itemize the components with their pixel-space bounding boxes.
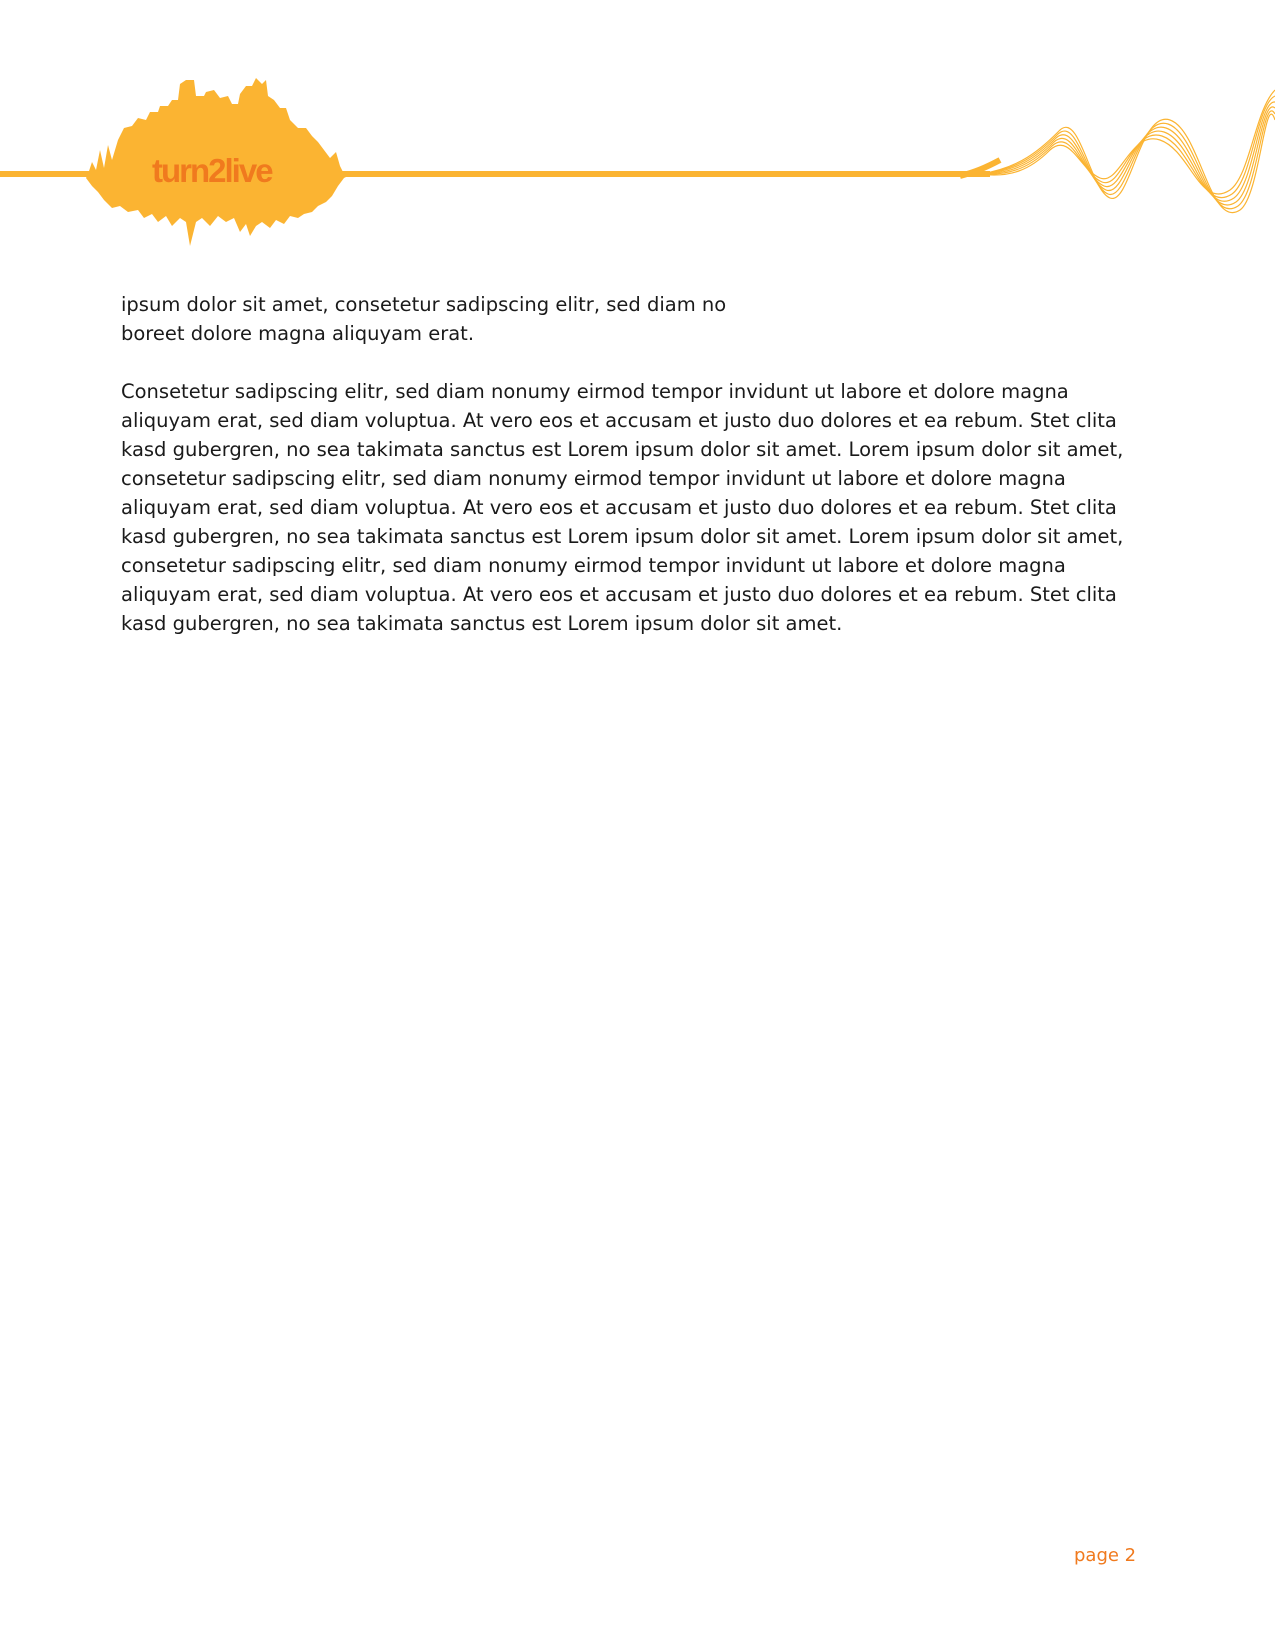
wave-ribbon [980, 90, 1275, 213]
brand-logo-text: turn2live [152, 152, 272, 189]
paragraph-1-line-2: boreet dolore magna aliquyam erat. [121, 322, 475, 345]
page-number: page 2 [1074, 1545, 1137, 1566]
letterhead-header [0, 0, 1275, 260]
letter-body [121, 290, 1131, 667]
paragraph-2: Consetetur sadipscing elitr, sed diam nonumy eirmod tempor invidunt ut labore et dolore magna aliquyam erat, sed diam voluptua. At vero eos et accusam et justo duo dolores et ea rebum. Stet clita kasd gubergren, no sea takimata sanctus est Lorem ipsum dolor sit amet. Lorem ipsum dolor sit amet, consetetur sadipscing elitr, sed diam nonumy eirmod tempor invidunt ut labore et dolore magna aliquyam erat, sed diam voluptua. At vero eos et accusam et justo duo dolores et ea rebum. Stet clita kasd gubergren, no sea takimata sanctus est Lorem ipsum dolor sit amet. Lorem ipsum dolor sit amet, consetetur sadipscing elitr, sed diam nonumy eirmod tempor invidunt ut labore et dolore magna aliquyam erat, sed diam voluptua. At vero eos et accusam et justo duo dolores et ea rebum. Stet clita kasd gubergren, no sea takimata sanctus est Lorem ipsum dolor sit amet. [121, 380, 1124, 635]
letterhead-graphic [0, 0, 1275, 260]
paragraph-1 [121, 290, 1131, 348]
paragraph-1-line-1: ipsum dolor sit amet, consetetur sadipscing elitr, sed diam no [121, 293, 727, 316]
